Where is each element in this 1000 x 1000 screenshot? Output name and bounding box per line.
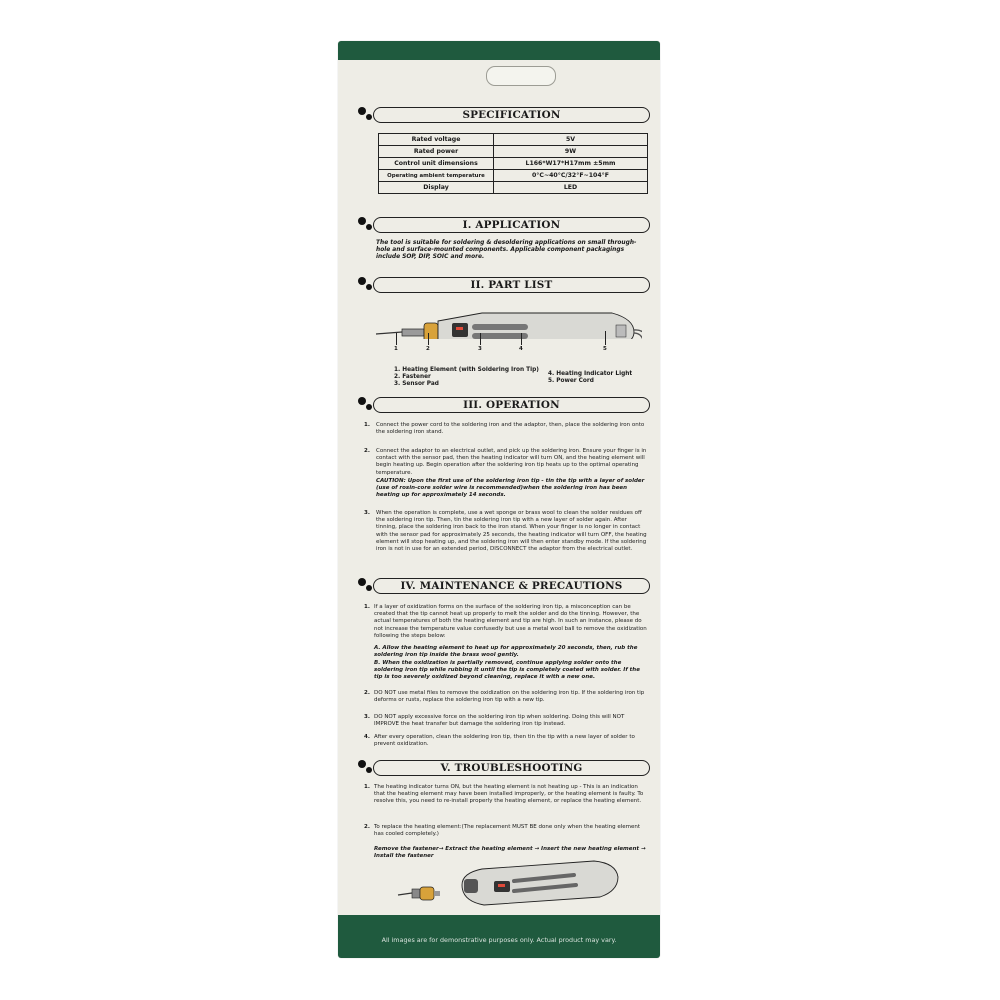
step-number: 1. <box>364 604 370 610</box>
leader-line <box>521 333 522 345</box>
part-label: 1. Heating Element (with Soldering Iron Tip) <box>394 367 539 373</box>
step-text: Connect the power cord to the soldering iron and the adaptor, then, place the soldering iron onto the soldering iron stand. <box>376 422 645 436</box>
troubleshooting-header <box>358 760 650 776</box>
maintenance-header <box>358 578 650 594</box>
table-row: Operating ambient temperature 0°C~40°C/32°F~104°F <box>379 170 648 182</box>
section-title: SPECIFICATION <box>373 107 650 123</box>
leader-line <box>428 333 429 345</box>
step-text: After every operation, clean the soldering iron tip, then tin the tip with a new layer of solder to prevent oxidization. <box>374 734 635 748</box>
application-header <box>358 217 650 233</box>
step-text: When the operation is complete, use a wet sponge or brass wool to clean the solder residues off the soldering iron tip. Then, tin the soldering iron tip with a new layer of solder again. After tinning, place the soldering iron back to the iron stand. When your finger is no longer in contact with the sensor pad for approximately 25 seconds, the heating indicator will turn OFF, the heating element will stop heating up, and the soldering iron will then enter standby mode. If the soldering iron is not in use for an extended period, DISCONNECT the adaptor from the electrical outlet. <box>376 510 647 553</box>
section-title: V. TROUBLESHOOTING <box>373 760 650 776</box>
spec-table <box>378 133 648 194</box>
step-number: 3. <box>364 510 370 516</box>
part-number: 4 <box>519 346 523 352</box>
step-number: 2. <box>364 824 370 830</box>
step-number: 2. <box>364 448 370 454</box>
section-title: I. APPLICATION <box>373 217 650 233</box>
part-list-header <box>358 277 650 293</box>
soldering-iron-body-icon <box>454 859 624 909</box>
step-text: The heating indicator turns ON, but the heating element is not heating up - This is an indication that the heating element may have been installed improperly, or the heating element is faulty. To resolve this, you need to re-install properly the heating element, or replace the heating element. <box>374 784 644 805</box>
step-text: To replace the heating element:(The replacement MUST BE done only when the heating element has cooled completely.) <box>374 824 641 838</box>
table-row: Control unit dimensions L166*W17*H17mm ±5mm <box>379 158 648 170</box>
part-label: 5. Power Cord <box>548 378 594 384</box>
part-number: 3 <box>478 346 482 352</box>
step-text: DO NOT use metal files to remove the oxidization on the soldering iron tip. If the soldering iron tip deforms or rusts, replace the soldering iron tip with a new tip. <box>374 690 645 704</box>
operation-header <box>358 397 650 413</box>
substep-b-text: B. When the oxidization is partially removed, continue applying solder onto the soldering iron tip while rubbing it until the tip is completely coated with solder. If the tip is too severely oxidized beyond cleaning, replace it with a new one. <box>374 660 640 681</box>
step-number: 2. <box>364 690 370 696</box>
substep-a-text: A. Allow the heating element to heat up for approximately 20 seconds, then, rub the soldering iron tip inside the brass wool gently. <box>374 645 638 659</box>
step-text: DO NOT apply excessive force on the soldering iron tip when soldering. Doing this will NOT IMPROVE the heat transfer but damage the soldering iron tip instead. <box>374 714 625 728</box>
disclaimer-text: All images are for demonstrative purposes only. Actual product may vary. <box>381 936 617 944</box>
top-green-band <box>338 41 660 60</box>
table-row: Rated power 9W <box>379 146 648 158</box>
section-title: II. PART LIST <box>373 277 650 293</box>
part-label: 3. Sensor Pad <box>394 381 439 387</box>
section-title: IV. MAINTENANCE & PRECAUTIONS <box>373 578 650 594</box>
part-label: 2. Fastener <box>394 374 431 380</box>
caution-text: CAUTION: Upon the first use of the soldering iron tip - tin the tip with a layer of solder (use of rosin-core solder wire is recommended)when the soldering iron has been heating up for approximately 14 seconds. <box>376 478 645 499</box>
step-number: 3. <box>364 714 370 720</box>
hang-hole <box>486 66 556 86</box>
part-label: 4. Heating Indicator Light <box>548 371 633 377</box>
table-row: Rated voltage 5V <box>379 134 648 146</box>
part-number: 1 <box>394 346 398 352</box>
part-number: 5 <box>603 346 607 352</box>
replacement-instruction: Remove the fastener→ Extract the heating element → Insert the new heating element → Install the fastener <box>374 846 646 860</box>
soldering-iron-icon <box>372 299 642 339</box>
step-number: 1. <box>364 784 370 790</box>
step-text: Connect the adaptor to an electrical outlet, and pick up the soldering iron. Ensure your finger is in contact with the sensor pad, then the heating indicator will turn ON, and the heating element will begin heating up. Begin operation after the soldering iron tip heats up to the optimal operating temperature. <box>376 448 647 476</box>
part-number: 2 <box>426 346 430 352</box>
step-number: 4. <box>364 734 370 740</box>
instruction-card <box>338 41 660 958</box>
table-row: Display LED <box>379 182 648 194</box>
leader-line <box>605 331 606 345</box>
section-title: III. OPERATION <box>373 397 650 413</box>
application-text: The tool is suitable for soldering & desoldering applications on small through-hole and surface-mounted components. Applicable component packagings include SOP, DIP, SOIC and more. <box>376 240 637 261</box>
leader-line <box>480 333 481 345</box>
leader-line <box>396 333 397 345</box>
specification-header <box>358 107 650 123</box>
step-number: 1. <box>364 422 370 428</box>
step-text: If a layer of oxidization forms on the surface of the soldering iron tip, a misconception can be created that the tip cannot heat up properly to melt the solder and do the tinning. However, the actual temperatures of both the heating element and tip are high. In such an instance, please do not increase the temperature value confusedly but use a metal wool ball to remove the oxidization following the steps below: <box>374 604 647 639</box>
